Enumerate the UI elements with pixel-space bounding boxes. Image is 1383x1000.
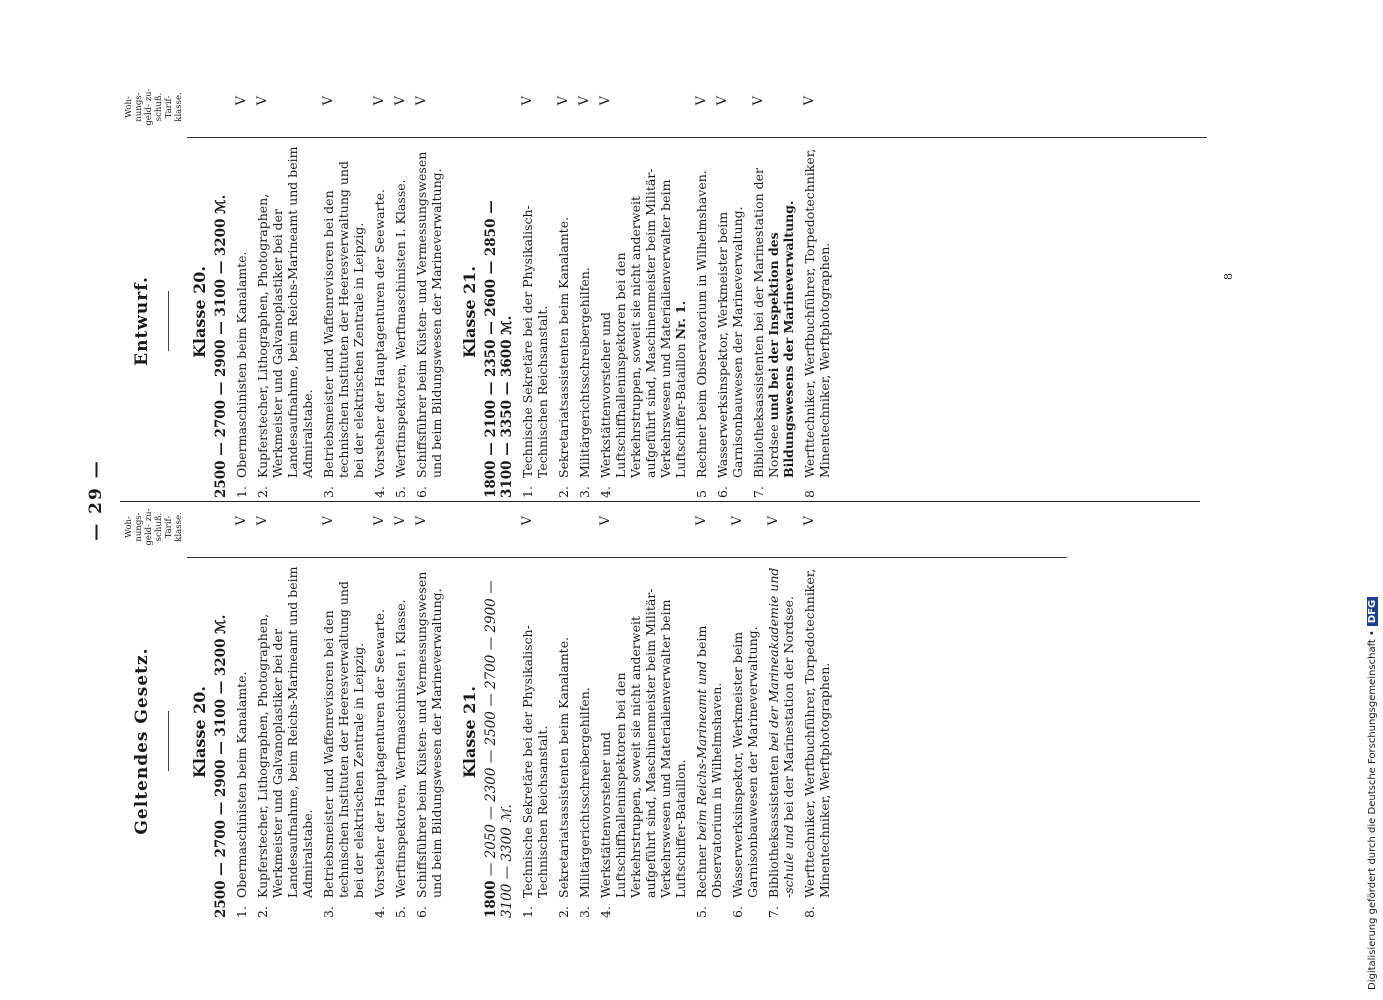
right-k21-item (520, 84, 550, 498)
item-number: 1. (520, 486, 535, 498)
left-klasse-20-salary: 2500 — 2700 — 2900 — 3100 — 3200 ℳ. (213, 614, 229, 918)
left-k21-item (520, 504, 550, 918)
left-k20-item (321, 504, 366, 918)
item-text-part: Rechner (694, 840, 709, 898)
wohnungsgeld-class: V (372, 96, 387, 106)
left-k21-item (766, 504, 796, 918)
left-klasse-21-items (520, 504, 832, 918)
item-text: Werkstättenvorsteher und Luftschiffhalleninspektoren bei den Verkehrstruppen, soweit sie nicht anderweit aufgeführt sind, Maschinenmeister beim Militär-Verkehrswesen und Materialienverwalter beim Luftschiffer-Bataillon. (598, 588, 688, 898)
right-k20-item (234, 84, 249, 498)
item-number: 4. (598, 486, 613, 498)
item-text: Kupferstecher, Lithographen, Photographen, Werkmeister und Galvanoplastiker bei der Landesaufnahme, beim Reichs-Marineamt und beim Admiralstabe. (255, 566, 315, 898)
column-divider (120, 501, 1200, 502)
right-k21-item (577, 84, 592, 498)
wohnungsgeld-class: V (234, 516, 249, 526)
item-text (694, 626, 724, 898)
right-k21-item (694, 84, 709, 498)
left-klasse-20-heading: Klasse 20. (190, 686, 209, 778)
right-k21-item (802, 84, 832, 498)
wohnungsgeld-class: V (414, 516, 429, 526)
digitization-credit (1367, 10, 1383, 990)
wohnungsgeld-class: V (802, 516, 817, 526)
right-column-title: Entwurf. (132, 276, 152, 366)
wohnungsgeld-class: V (556, 96, 571, 106)
item-text (751, 168, 796, 478)
left-column-header (120, 504, 182, 918)
item-text-part: Bibliotheksassistenten (766, 751, 781, 898)
item-text: Rechner beim Observatorium in Wilhelmshaven. (694, 170, 709, 478)
item-text-bold: und bei der Inspektion des Bildungswesens der Marineverwaltung. (766, 200, 796, 478)
left-salary-rest: — 2050 — 2300 — 2500 — 2700 — 2900 — 3100 — 3300 ℳ. (483, 580, 515, 918)
item-text: Obermaschinisten beim Kanalamte. (234, 251, 249, 478)
item-text: Vorsteher der Hauptagenturen der Seewarte. (372, 189, 387, 478)
right-klasse-21-heading: Klasse 21. (460, 266, 479, 358)
left-klasse-20-items (234, 504, 444, 918)
wohnungsgeld-class: V (598, 516, 613, 526)
left-k21-item (694, 504, 724, 918)
left-k21-item (730, 504, 760, 918)
wohnungsgeld-class: V (577, 96, 592, 106)
right-salary-line-2: 3100 — 3350 — 3600 ℳ. (499, 315, 515, 498)
item-text: Wasserwerksinspektor, Werkmeister beim Garnisonbauwesen der Marineverwaltung. (730, 626, 760, 898)
right-k21-item (715, 84, 745, 498)
right-klasse-21-salary (483, 84, 515, 498)
title-rule (168, 711, 169, 771)
wohnungsgeld-class: V (393, 96, 408, 106)
item-number: 3. (577, 906, 592, 918)
right-klasse-20-items (234, 84, 444, 498)
item-number: 7. (751, 486, 766, 498)
right-k20-item (393, 84, 408, 498)
item-number: 3. (321, 486, 336, 498)
item-text: Militärgerichtsschreibergehilfen. (577, 267, 592, 478)
item-number: 6. (414, 486, 429, 498)
item-number: 2. (255, 486, 270, 498)
item-number: 6. (730, 906, 745, 918)
right-klasse-20-salary: 2500 — 2700 — 2900 — 3100 — 3200 ℳ. (213, 194, 229, 498)
wohnungsgeld-class: V (802, 96, 817, 106)
wohnungsgeld-class: V (234, 96, 249, 106)
item-number: 5 (694, 490, 709, 498)
item-text-part: beim Observatorium in Wilhelmshaven. (694, 625, 724, 898)
dfg-logo: DFG (1367, 597, 1378, 626)
item-number: 5. (393, 486, 408, 498)
item-number: 4. (372, 906, 387, 918)
right-wohnungsgeld-header: Woh- nungs- geld- zu- schuß. Tarif- klasse. (124, 88, 184, 126)
item-number: 2. (556, 906, 571, 918)
left-column-title: Geltendes Gesetz. (132, 647, 152, 835)
item-text: Betriebsmeister und Waffenrevisoren bei den technischen Instituten der Heeresverwaltung und bei der elektrischen Zentrale in Leipzig. (321, 161, 366, 478)
wohnungsgeld-class: V (766, 516, 781, 526)
item-text: Sekretariatsassistenten beim Kanalamte. (556, 636, 571, 898)
item-number: 6. (715, 486, 730, 498)
right-k21-item (751, 84, 796, 498)
item-number: 4. (372, 486, 387, 498)
item-number: 1. (234, 906, 249, 918)
left-salary-start: 1800 (483, 880, 499, 918)
right-k20-item (321, 84, 366, 498)
wohnungsgeld-class: V (598, 96, 613, 106)
wohnungsgeld-class: V (520, 516, 535, 526)
item-text: Technische Sekretäre bei der Physikalisch-Technischen Reichsanstalt. (520, 625, 550, 898)
item-text (766, 568, 796, 898)
left-k21-item (598, 504, 688, 918)
right-klasse-20-heading: Klasse 20. (190, 266, 209, 358)
wohnungsgeld-class: V (321, 516, 336, 526)
wohnungsgeld-class: V (393, 516, 408, 526)
left-k20-item (393, 504, 408, 918)
item-text: Kupferstecher, Lithographen, Photographen, Werkmeister und Galvanoplastiker bei der Landesaufnahme, beim Reichs-Marineamt und beim Admiralstabe. (255, 146, 315, 478)
wohnungsgeld-class: V (520, 96, 535, 106)
item-text-italic: bei der Marineakademie und -schule und (766, 567, 796, 898)
item-number: 5. (694, 906, 709, 918)
item-text-part: Werkstättenvorsteher und Luftschiffhalleninspektoren bei den Verkehrstruppen, soweit sie nicht anderweit aufgeführt sind, Maschinenmeister beim Militär-Verkehrswesen und Materialienverwalter beim Luftschiffer-Bataillon (598, 168, 688, 478)
item-number: 8. (802, 906, 817, 918)
footer-number: 8 (1222, 273, 1235, 280)
item-text: Vorsteher der Hauptagenturen der Seewarte. (372, 609, 387, 898)
right-k20-item (414, 84, 444, 498)
wohnungsgeld-class: V (255, 516, 270, 526)
item-text: Werftinspektoren, Werftmaschinisten I. Klasse. (393, 599, 408, 898)
item-text: Sekretariatsassistenten beim Kanalamte. (556, 216, 571, 478)
page-number: — 29 — (86, 459, 106, 541)
title-rule (168, 291, 169, 351)
item-text: Werfttechniker, Werftbuchführer, Torpedotechniker, Minentechniker, Werftphotographen. (802, 568, 832, 898)
item-text: Schiffsführer beim Küsten- und Vermessungswesen und beim Bildungswesen der Marineverwaltung. (414, 151, 444, 478)
left-k20-item (372, 504, 387, 918)
item-text: Obermaschinisten beim Kanalamte. (234, 671, 249, 898)
left-k20-item (255, 504, 315, 918)
wohnungsgeld-class: V (694, 96, 709, 106)
left-wohnungsgeld-header: Woh- nungs- geld- zu- schuß. Tarif- klasse. (124, 508, 184, 546)
right-k21-item (556, 84, 571, 498)
wohnungsgeld-class: V (372, 516, 387, 526)
left-k21-item (802, 504, 832, 918)
left-k21-item (556, 504, 571, 918)
item-number: 8 (802, 490, 817, 498)
item-number: 5. (393, 906, 408, 918)
right-k21-item (598, 84, 688, 498)
item-text: Werftinspektoren, Werftmaschinisten I. Klasse. (393, 179, 408, 478)
item-text-italic: beim Reichs-Marineamt und (694, 660, 709, 841)
item-number: 3. (577, 486, 592, 498)
item-number: 1. (520, 906, 535, 918)
item-text: Militärgerichtsschreibergehilfen. (577, 687, 592, 898)
wohnungsgeld-class: V (694, 516, 709, 526)
wohnungsgeld-class: V (321, 96, 336, 106)
item-number: 6. (414, 906, 429, 918)
item-number: 1. (234, 486, 249, 498)
wohnungsgeld-class: V (730, 516, 745, 526)
right-klasse-21-items (520, 84, 832, 498)
right-k20-item (255, 84, 315, 498)
wohnungsgeld-class: V (751, 96, 766, 106)
right-k20-item (372, 84, 387, 498)
wohnungsgeld-class: V (255, 96, 270, 106)
left-k21-item (577, 504, 592, 918)
left-k20-item (414, 504, 444, 918)
item-number: 4. (598, 906, 613, 918)
wohnungsgeld-class: V (715, 96, 730, 106)
item-text: Wasserwerksinspektor, Werkmeister beim Garnisonbauwesen der Marineverwaltung. (715, 206, 745, 478)
credit-text: Digitalisierung gefördert durch die Deutsche Forschungsgemeinschaft • (1367, 630, 1378, 990)
item-number: 2. (556, 486, 571, 498)
left-klasse-21-heading: Klasse 21. (460, 686, 479, 778)
item-text-part: Bibliotheksassistenten bei der Marinestation der Nordsee (751, 167, 781, 478)
item-text: Schiffsführer beim Küsten- und Vermessungswesen und beim Bildungswesen der Marineverwaltung. (414, 571, 444, 898)
right-column-header (120, 84, 182, 498)
item-text-part: bei der Marinestation der Nordsee. (781, 595, 796, 825)
item-text: Technische Sekretäre bei der Physikalisch-Technischen Reichsanstalt. (520, 205, 550, 478)
item-number: 7. (766, 906, 781, 918)
left-k20-item (234, 504, 249, 918)
right-salary-line-1: 1800 — 2100 — 2350 — 2600 — 2850 — (483, 200, 499, 498)
item-text (598, 168, 688, 478)
item-number: 2. (255, 906, 270, 918)
left-klasse-21-salary (483, 504, 515, 918)
item-text: Werfttechniker, Werftbuchführer, Torpedotechniker, Minentechniker, Werftphotographen. (802, 148, 832, 478)
item-text: Betriebsmeister und Waffenrevisoren bei den technischen Instituten der Heeresverwaltung und bei der elektrischen Zentrale in Leipzig. (321, 581, 366, 898)
item-text-bold: Nr. 1. (673, 300, 688, 340)
item-number: 3. (321, 906, 336, 918)
wohnungsgeld-class: V (414, 96, 429, 106)
